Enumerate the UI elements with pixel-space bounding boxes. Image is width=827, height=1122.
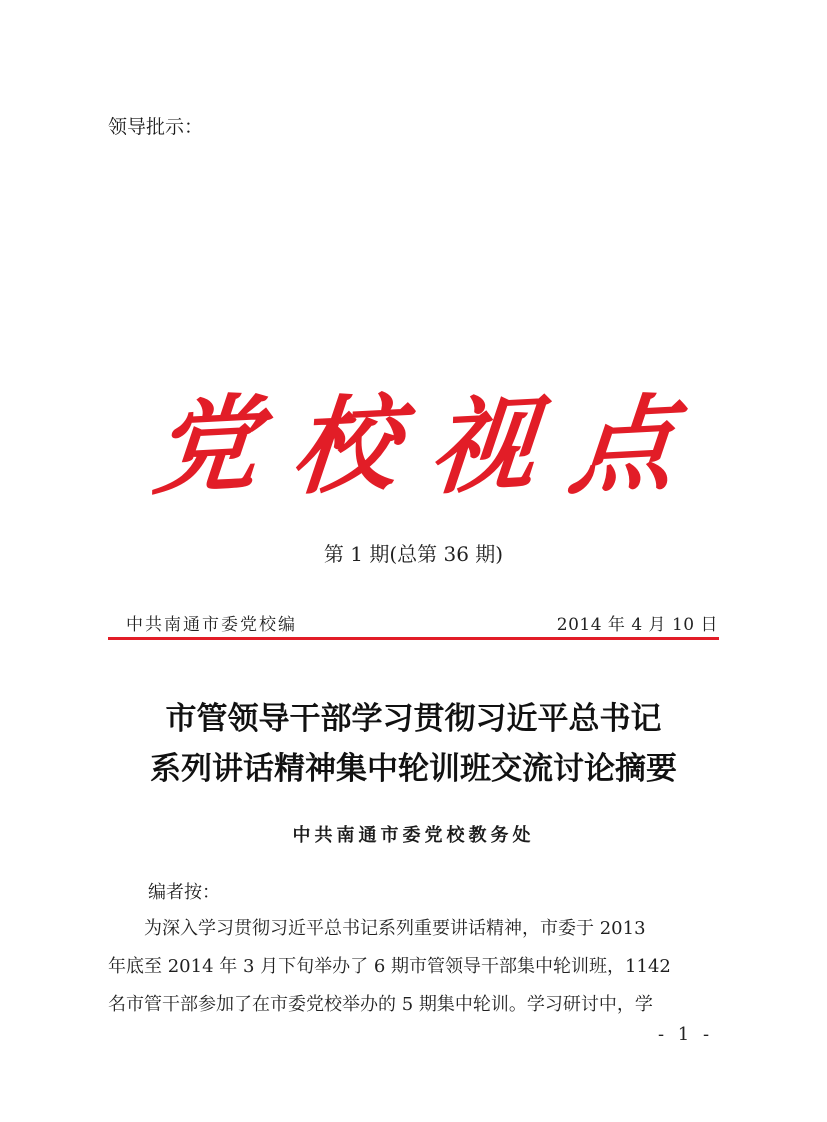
body-line: 为深入学习贯彻习近平总书记系列重要讲话精神，市委于 2013 (144, 918, 646, 939)
publisher: 中共南通市委党校编 (126, 615, 297, 635)
leader-approval-label: 领导批示： (108, 116, 204, 138)
issue-number: 第 1 期(总第 36 期) (323, 542, 504, 566)
article-author: 中共南通市委党校教务处 (292, 825, 535, 846)
article-title-line-1: 市管领导干部学习贯彻习近平总书记 (165, 701, 662, 737)
publish-date: 2014 年 4 月 10 日 (556, 615, 718, 635)
masthead-char: 点 (564, 381, 680, 510)
publication-info (108, 610, 718, 635)
article-body (108, 910, 720, 1024)
red-divider (108, 637, 719, 640)
page-number: - 1 - (658, 1024, 714, 1045)
masthead-char: 视 (425, 381, 542, 510)
body-line: 年底至 2014 年 3 月下旬举办了 6 期市管领导干部集中轮训班，1142 (108, 956, 671, 977)
masthead-char: 党 (148, 381, 264, 510)
article-title (0, 694, 827, 794)
article-title-line-2: 系列讲话精神集中轮训班交流讨论摘要 (150, 751, 677, 787)
masthead-char: 校 (287, 381, 403, 510)
body-line: 名市管干部参加了在市委党校举办的 5 期集中轮训。学习研讨中，学 (108, 994, 653, 1015)
masthead-title (148, 372, 680, 510)
editor-note-label: 编者按： (148, 882, 220, 903)
